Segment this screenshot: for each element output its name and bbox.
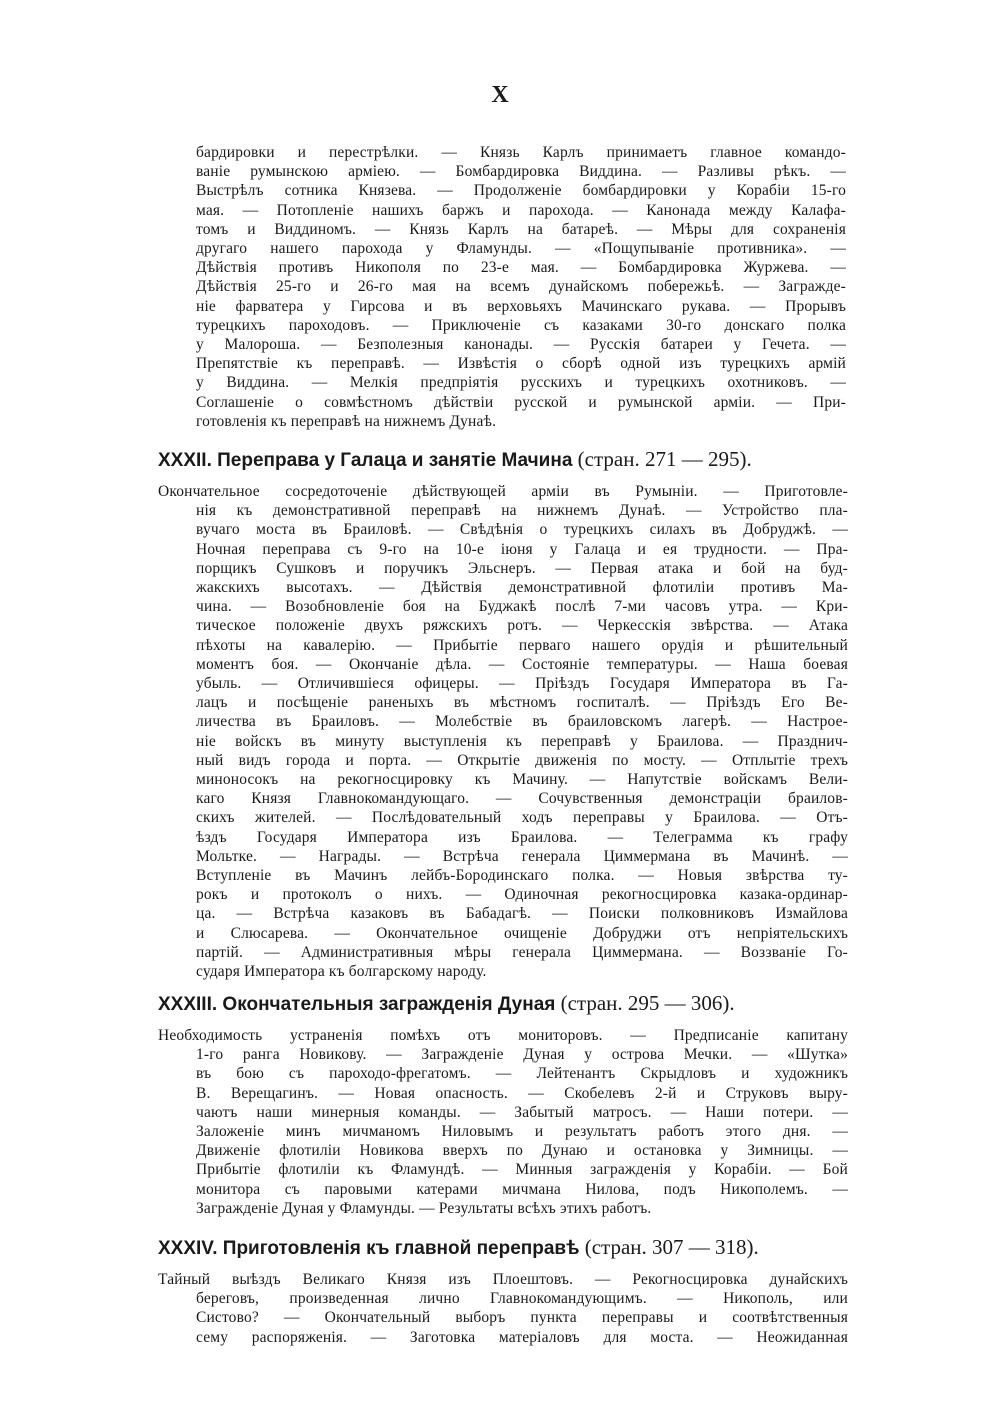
text-line: чаютъ наши минерныя команды. — Забытый матросъ. — Наши потери. — (196, 1103, 848, 1121)
chapter-heading (158, 1234, 759, 1262)
text-line: партій. — Административныя мѣры генерала Циммермана. — Воззваніе Го- (196, 943, 848, 961)
text-line: личества въ Браиловъ. — Молебствіе въ браиловскомъ лагерѣ. — Настрое- (196, 713, 848, 731)
text-line: пѣхоты на кавалерію. — Прибытіе перваго нашего орудія и рѣшительный (196, 636, 848, 654)
text-line: Соглашеніе о совмѣстномъ дѣйствіи русской и румынской арміи. — При- (196, 393, 846, 411)
text-line: томъ и Виддиномъ. — Князь Карлъ на батареѣ. — Мѣры для сохраненія (196, 220, 846, 238)
text-line: Прибытіе флотиліи къ Фламундѣ. — Минныя загражденія у Корабіи. — Бой (196, 1161, 848, 1179)
text-line: порщикъ Сушковъ и поручикъ Эльснеръ. — Первая атака и бой на буд- (196, 559, 848, 577)
chapter-heading (158, 446, 752, 474)
text-line: ніе войскъ въ минуту выступленія къ переправѣ у Браилова. — Празднич- (196, 732, 848, 750)
text-line: монитора съ паровыми катерами мичмана Нилова, подъ Никополемъ. — (196, 1180, 848, 1198)
text-line: чина. — Возобновленіе боя на Буджакѣ послѣ 7-ми часовъ утра. — Кри- (196, 598, 848, 616)
text-line: Вступленіе въ Мачинъ лейбъ-Бородинскаго полка. — Новыя звѣрства ту- (196, 867, 848, 884)
text-line: Ночная переправа съ 9-го на 10-е іюня у Галаца и ея трудности. — Пра- (196, 540, 848, 558)
text-line: вучаго моста въ Браиловѣ. — Свѣдѣнія о турецкихъ силахъ въ Добруджѣ. — (196, 521, 848, 539)
text-line: лацъ и посѣщеніе раненыхъ въ мѣстномъ госпиталѣ. — Пріѣздъ Его Ве- (196, 694, 848, 712)
text-line: ѣздъ Государя Императора изъ Браилова. — Телеграмма къ графу (196, 828, 848, 846)
text-line: Выстрѣлъ сотника Князева. — Продолженіе бомбардировки у Корабіи 15-го (196, 182, 846, 200)
chapter-title: Переправа у Галаца и занятіе Мачина (217, 450, 573, 471)
chapter-number: XXXIV. (158, 1238, 223, 1259)
text-line: Заложеніе минъ мичманомъ Ниловымъ и результатъ работъ этого дня. — (196, 1123, 848, 1140)
text-line: скихъ жителей. — Послѣдовательный ходъ переправы у Браилова. — Отъ- (196, 809, 848, 827)
text-line: въ бою съ пароходо-фрегатомъ. — Лейтенантъ Скрыдловъ и художникъ (196, 1065, 848, 1083)
text-line: ца. — Встрѣча казаковъ въ Бабадагѣ. — Поиски полковниковъ Измайлова (196, 905, 848, 923)
text-line: ваніе румынскою арміею. — Бомбардировка Виддина. — Разливы рѣкъ. — (196, 163, 846, 181)
text-line: каго Князя Главнокомандующаго. — Сочувственныя демонстраціи браилов- (196, 790, 848, 808)
chapter-number: XXXII. (158, 450, 218, 471)
text-line: Окончательное сосредоточеніе дѣйствующей арміи въ Румыніи. — Приготовле- (158, 483, 848, 500)
text-line: бардировки и перестрѣлки. — Князь Карлъ принимаетъ главное командо- (196, 144, 846, 161)
text-line: нія къ демонстративной переправѣ на нижнемъ Дунаѣ. — Устройство пла- (196, 502, 848, 520)
chapter-pages: (стран. 295 — 306). (555, 991, 735, 1015)
text-line: Движеніе флотиліи Новикова вверхъ по Дунаю и остановка у Зимницы. — (196, 1142, 848, 1160)
text-line: ный видъ города и порта. — Открытіе движенія по мосту. — Отплытіе трехъ (196, 751, 848, 769)
text-line: у Малороша. — Безполезныя канонады. — Русскія батареи у Гечета. — (196, 336, 846, 353)
chapter-pages: (стран. 271 — 295). (572, 447, 752, 471)
text-line: В. Верещагинъ. — Новая опасность. — Скобелевъ 2-й и Струковъ выру- (196, 1084, 848, 1102)
text-line: Дѣйствія противъ Никополя по 23-е мая. — Бомбардировка Журжева. — (196, 259, 846, 277)
text-line: миноносокъ на рекогносцировку къ Мачину. — Напутствіе войскамъ Вели- (196, 771, 848, 788)
text-line: Дѣйствія 25-го и 26-го мая на всемъ дунайскомъ побережьѣ. — Загражде- (196, 278, 846, 296)
chapter-title: Приготовленія къ главной переправѣ (222, 1238, 580, 1259)
text-line: Систово? — Окончательный выборъ пункта переправы и соотвѣтственныя (196, 1309, 848, 1327)
text-line: и Слюсарева. — Окончательное очищеніе Добруджи отъ непріятельскихъ (196, 924, 848, 942)
text-line: мая. — Потопленіе нашихъ баржъ и парохода. — Канонада между Калафа- (196, 201, 846, 219)
text-line: Препятствіе къ переправѣ. — Извѣстія о сборѣ одной изъ турецкихъ армій (196, 355, 846, 373)
text-line: жакскихъ высотахъ. — Дѣйствія демонстративной флотиліи противъ Ма- (196, 579, 848, 596)
text-line: тическое положеніе двухъ ряжскихъ ротъ. — Черкесскія звѣрства. — Атака (196, 617, 848, 635)
text-line: береговъ, произведенная лично Главнокомандующимъ. — Никополь, или (196, 1290, 848, 1308)
text-line: Тайный выѣздъ Великаго Князя изъ Плоештовъ. — Рекогносцировка дунайскихъ (158, 1271, 848, 1288)
chapter-title: Окончательныя загражденія Дуная (222, 994, 556, 1015)
chapter-pages: (стран. 307 — 318). (579, 1235, 759, 1259)
chapter-heading (158, 990, 735, 1018)
text-line: турецкихъ пароходовъ. — Приключеніе съ казаками 30-го донскаго полка (196, 316, 846, 334)
text-line: рокъ и протоколъ о нихъ. — Одиночная рекогносцировка казака-ординар- (196, 886, 848, 904)
text-line: другаго нашего парохода у Фламунды. — «Пощупываніе противника». — (196, 240, 846, 257)
page-number: X (491, 82, 509, 108)
text-line: ніе фарватера у Гирсова и въ верховьяхъ Мачинскаго рукава. — Прорывъ (196, 297, 846, 315)
text-line: 1-го ранга Новикову. — Загражденіе Дуная у острова Мечки. — «Шутка» (196, 1046, 848, 1064)
text-line: у Виддина. — Мелкія предпріятія русскихъ и турецкихъ охотниковъ. — (196, 374, 846, 392)
text-line: сему распоряженія. — Заготовка матеріаловъ для моста. — Неожиданная (196, 1328, 848, 1346)
chapter-number: XXXIII. (158, 994, 223, 1015)
text-line: моментъ боя. — Окончаніе дѣла. — Состояніе температуры. — Наша боевая (196, 655, 848, 673)
text-line: Мольтке. — Награды. — Встрѣча генерала Циммермана въ Мачинѣ. — (196, 847, 848, 865)
text-line: убыль. — Отличившіеся офицеры. — Пріѣздъ Государя Императора въ Га- (196, 675, 848, 692)
text-line: Необходимость устраненія помѣхъ отъ мониторовъ. — Предписаніе капитану (158, 1027, 848, 1044)
